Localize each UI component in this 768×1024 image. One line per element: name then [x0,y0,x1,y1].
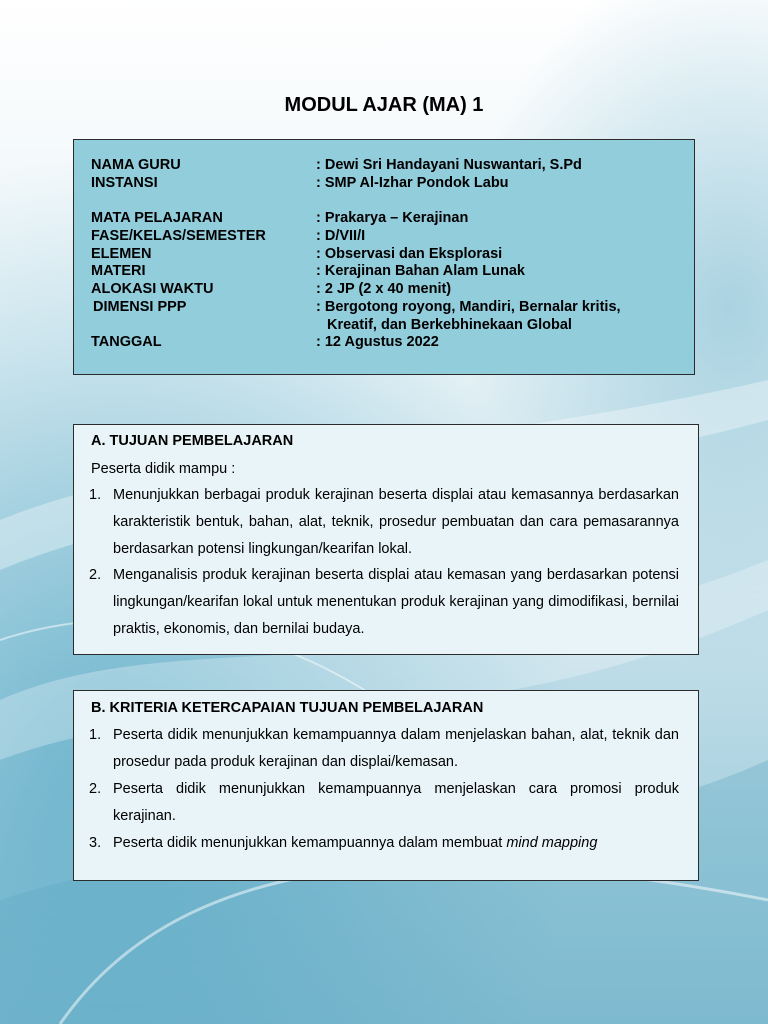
section-b-box [73,690,699,881]
list-number: 2. [89,567,102,583]
list-number: 3. [89,835,102,851]
identity-row [74,174,694,192]
list-text: Menganalisis produk kerajinan beserta displai atau kemasan yang berdasarkan potensi lingkungan/kearifan lokal untuk menentukan produk kerajinan yang dimodifikasi, bernilai praktis, ekonomis, dan bernilai budaya. [113,567,679,637]
section-b-heading: B. KRITERIA KETERCAPAIAN TUJUAN PEMBELAJARAN [91,700,484,716]
list-text-main: Peserta didik menunjukkan kemampuannya dalam membuat [113,835,503,851]
list-text [113,830,679,857]
list-item [89,722,679,776]
identity-label: MATA PELAJARAN [91,210,223,226]
list-item [89,482,679,563]
identity-row [74,333,694,351]
identity-value: : SMP Al-Izhar Pondok Labu [316,175,509,191]
list-item [89,830,679,857]
identity-row [74,316,694,334]
identity-label: ALOKASI WAKTU [91,281,214,297]
identity-value: : Prakarya – Kerajinan [316,210,469,226]
identity-label: INSTANSI [91,175,158,191]
identity-row [74,209,694,227]
identity-value: Kreatif, dan Berkebhinekaan Global [327,317,572,333]
identity-row [74,280,694,298]
identity-label: MATERI [91,263,146,279]
identity-row [74,245,694,263]
identity-value: : Bergotong royong, Mandiri, Bernalar kritis, [316,299,621,315]
identity-label: TANGGAL [91,334,162,350]
identity-value: : D/VII/I [316,228,366,244]
list-item [89,562,679,643]
identity-box [73,139,695,375]
identity-row [74,156,694,174]
identity-label: ELEMEN [91,246,152,262]
identity-value: : Dewi Sri Handayani Nuswantari, S.Pd [316,157,582,173]
identity-value: : 2 JP (2 x 40 menit) [316,281,452,297]
page-title: MODUL AJAR (MA) 1 [284,94,484,116]
section-a-heading: A. TUJUAN PEMBELAJARAN [91,433,294,449]
identity-label: FASE/KELAS/SEMESTER [91,228,266,244]
list-text: Peserta didik menunjukkan kemampuannya dalam menjelaskan bahan, alat, teknik dan prosedur pada produk kerajinan dan displai/kemasan. [113,727,679,770]
section-a-box [73,424,699,655]
identity-label: NAMA GURU [91,157,181,173]
list-number: 1. [89,487,102,503]
list-text: Menunjukkan berbagai produk kerajinan beserta displai atau kemasannya berdasarkan karakteristik bentuk, bahan, alat, teknik, prosedur pembuatan dan cara pemasarannya berdasarkan potensi lingkungan/kearifan lokal. [113,487,679,557]
identity-label: DIMENSI PPP [93,299,187,315]
identity-row [74,298,694,316]
identity-row [74,262,694,280]
list-number: 1. [89,727,102,743]
list-item [89,776,679,830]
identity-value: : Observasi dan Eksplorasi [316,246,503,262]
identity-value: : 12 Agustus 2022 [316,334,439,350]
list-number: 2. [89,781,102,797]
section-a-intro: Peserta didik mampu : [91,461,236,477]
list-text-italic: mind mapping [506,835,598,851]
identity-row [74,227,694,245]
identity-value: : Kerajinan Bahan Alam Lunak [316,263,525,279]
list-text: Peserta didik menunjukkan kemampuannya menjelaskan cara promosi produk kerajinan. [113,781,679,824]
